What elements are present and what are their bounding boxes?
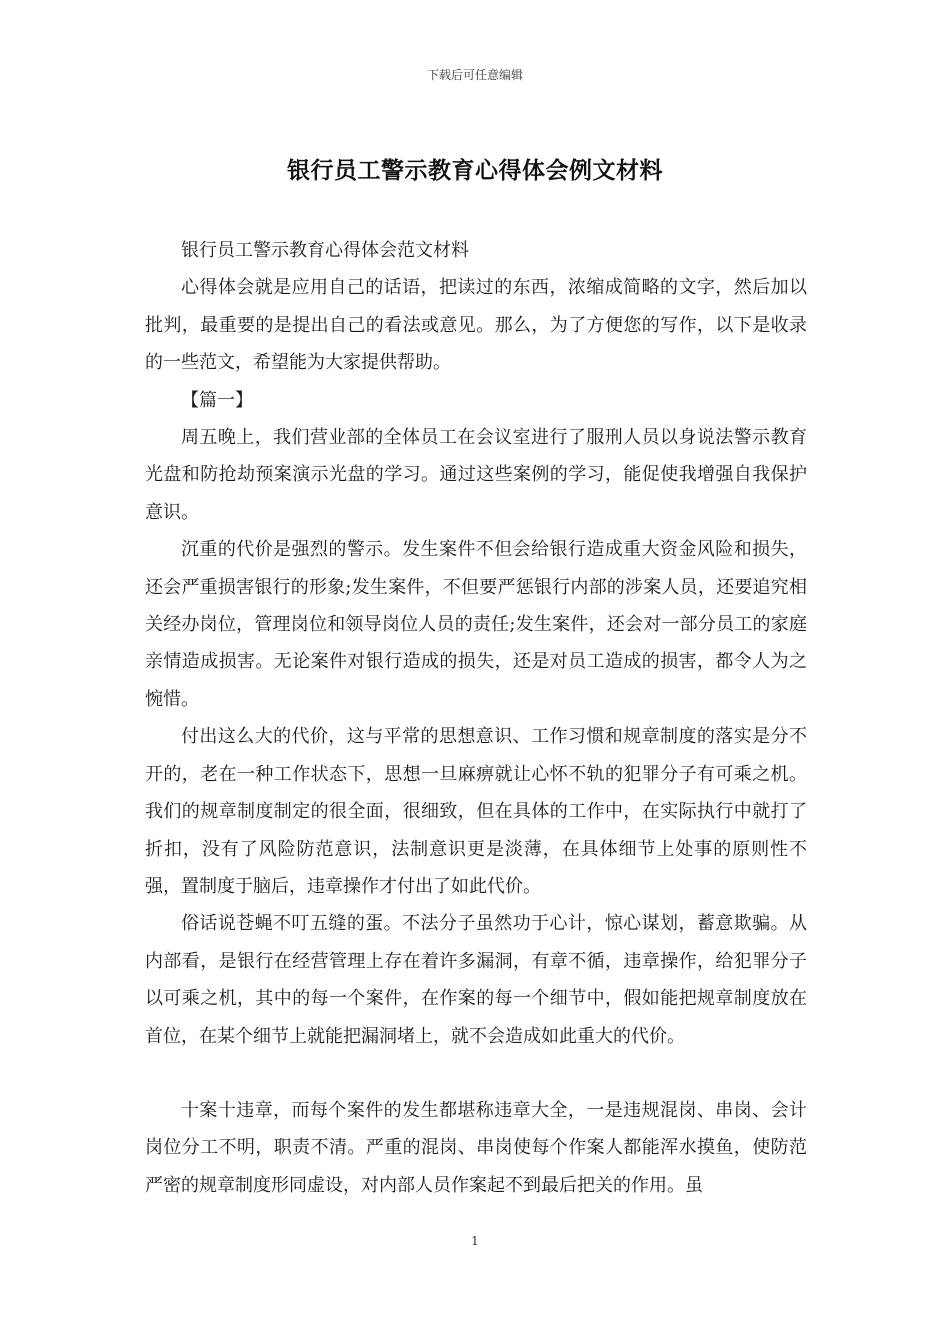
paragraph: 俗话说苍蝇不叮五缝的蛋。不法分子虽然功于心计，惊心谋划，蓄意欺骗。从内部看，是银行在经营管理上存在着许多漏洞，有章不循，违章操作，给犯罪分子以可乘之机，其中的每一个案件，在作案的每一个细节中，假如能把规章制度放在首位，在某个细节上就能把漏洞堵上，就不会造成如此重大的代价。 bbox=[145, 913, 807, 1047]
paragraph: 沉重的代价是强烈的警示。发生案件不但会给银行造成重大资金风险和损失，还会严重损害银行的形象;发生案件，不但要严惩银行内部的涉案人员，还要追究相关经办岗位，管理岗位和领导岗位人员的责任;发生案件，还会对一部分员工的家庭亲情造成损害。无论案件对银行造成的损失，还是对员工造成的损害，都令人为之惋惜。 bbox=[145, 539, 807, 710]
header-note: 下载后可任意编辑 bbox=[426, 68, 523, 82]
document-title: 银行员工警示教育心得体会例文材料 bbox=[287, 157, 663, 184]
paragraph: 十案十违章，而每个案件的发生都堪称违章大全，一是违规混岗、串岗、会计岗位分工不明，职责不清。严重的混岗、串岗使每个作案人都能浑水摸鱼，使防范严密的规章制度形同虚设，对内部人员作案起不到最后把关的作用。虽 bbox=[145, 1099, 807, 1196]
paragraph: 周五晚上，我们营业部的全体员工在会议室进行了服刑人员以身说法警示教育光盘和防抢劫预案演示光盘的学习。通过这些案例的学习，能促使我增强自我保护意识。 bbox=[145, 427, 807, 523]
document-body bbox=[145, 232, 807, 1204]
section-heading: 【篇一】 bbox=[181, 389, 253, 411]
paragraph-subtitle: 银行员工警示教育心得体会范文材料 bbox=[181, 240, 469, 261]
paragraph: 付出这么大的代价，这与平常的思想意识、工作习惯和规章制度的落实是分不开的，老在一种工作状态下，思想一旦麻痹就让心怀不轨的犯罪分子有可乘之机。我们的规章制度制定的很全面，很细致，但在具体的工作中，在实际执行中就打了折扣，没有了风险防范意识，法制意识更是淡薄，在具体细节上处事的原则性不强，置制度于脑后，违章操作才付出了如此代价。 bbox=[145, 726, 807, 897]
page-number: 1 bbox=[471, 1234, 479, 1248]
paragraph-intro: 心得体会就是应用自己的话语，把读过的东西，浓缩成简略的文字，然后加以批判，最重要的是提出自己的看法或意见。那么，为了方便您的写作，以下是收录的一些范文，希望能为大家提供帮助。 bbox=[145, 277, 807, 374]
